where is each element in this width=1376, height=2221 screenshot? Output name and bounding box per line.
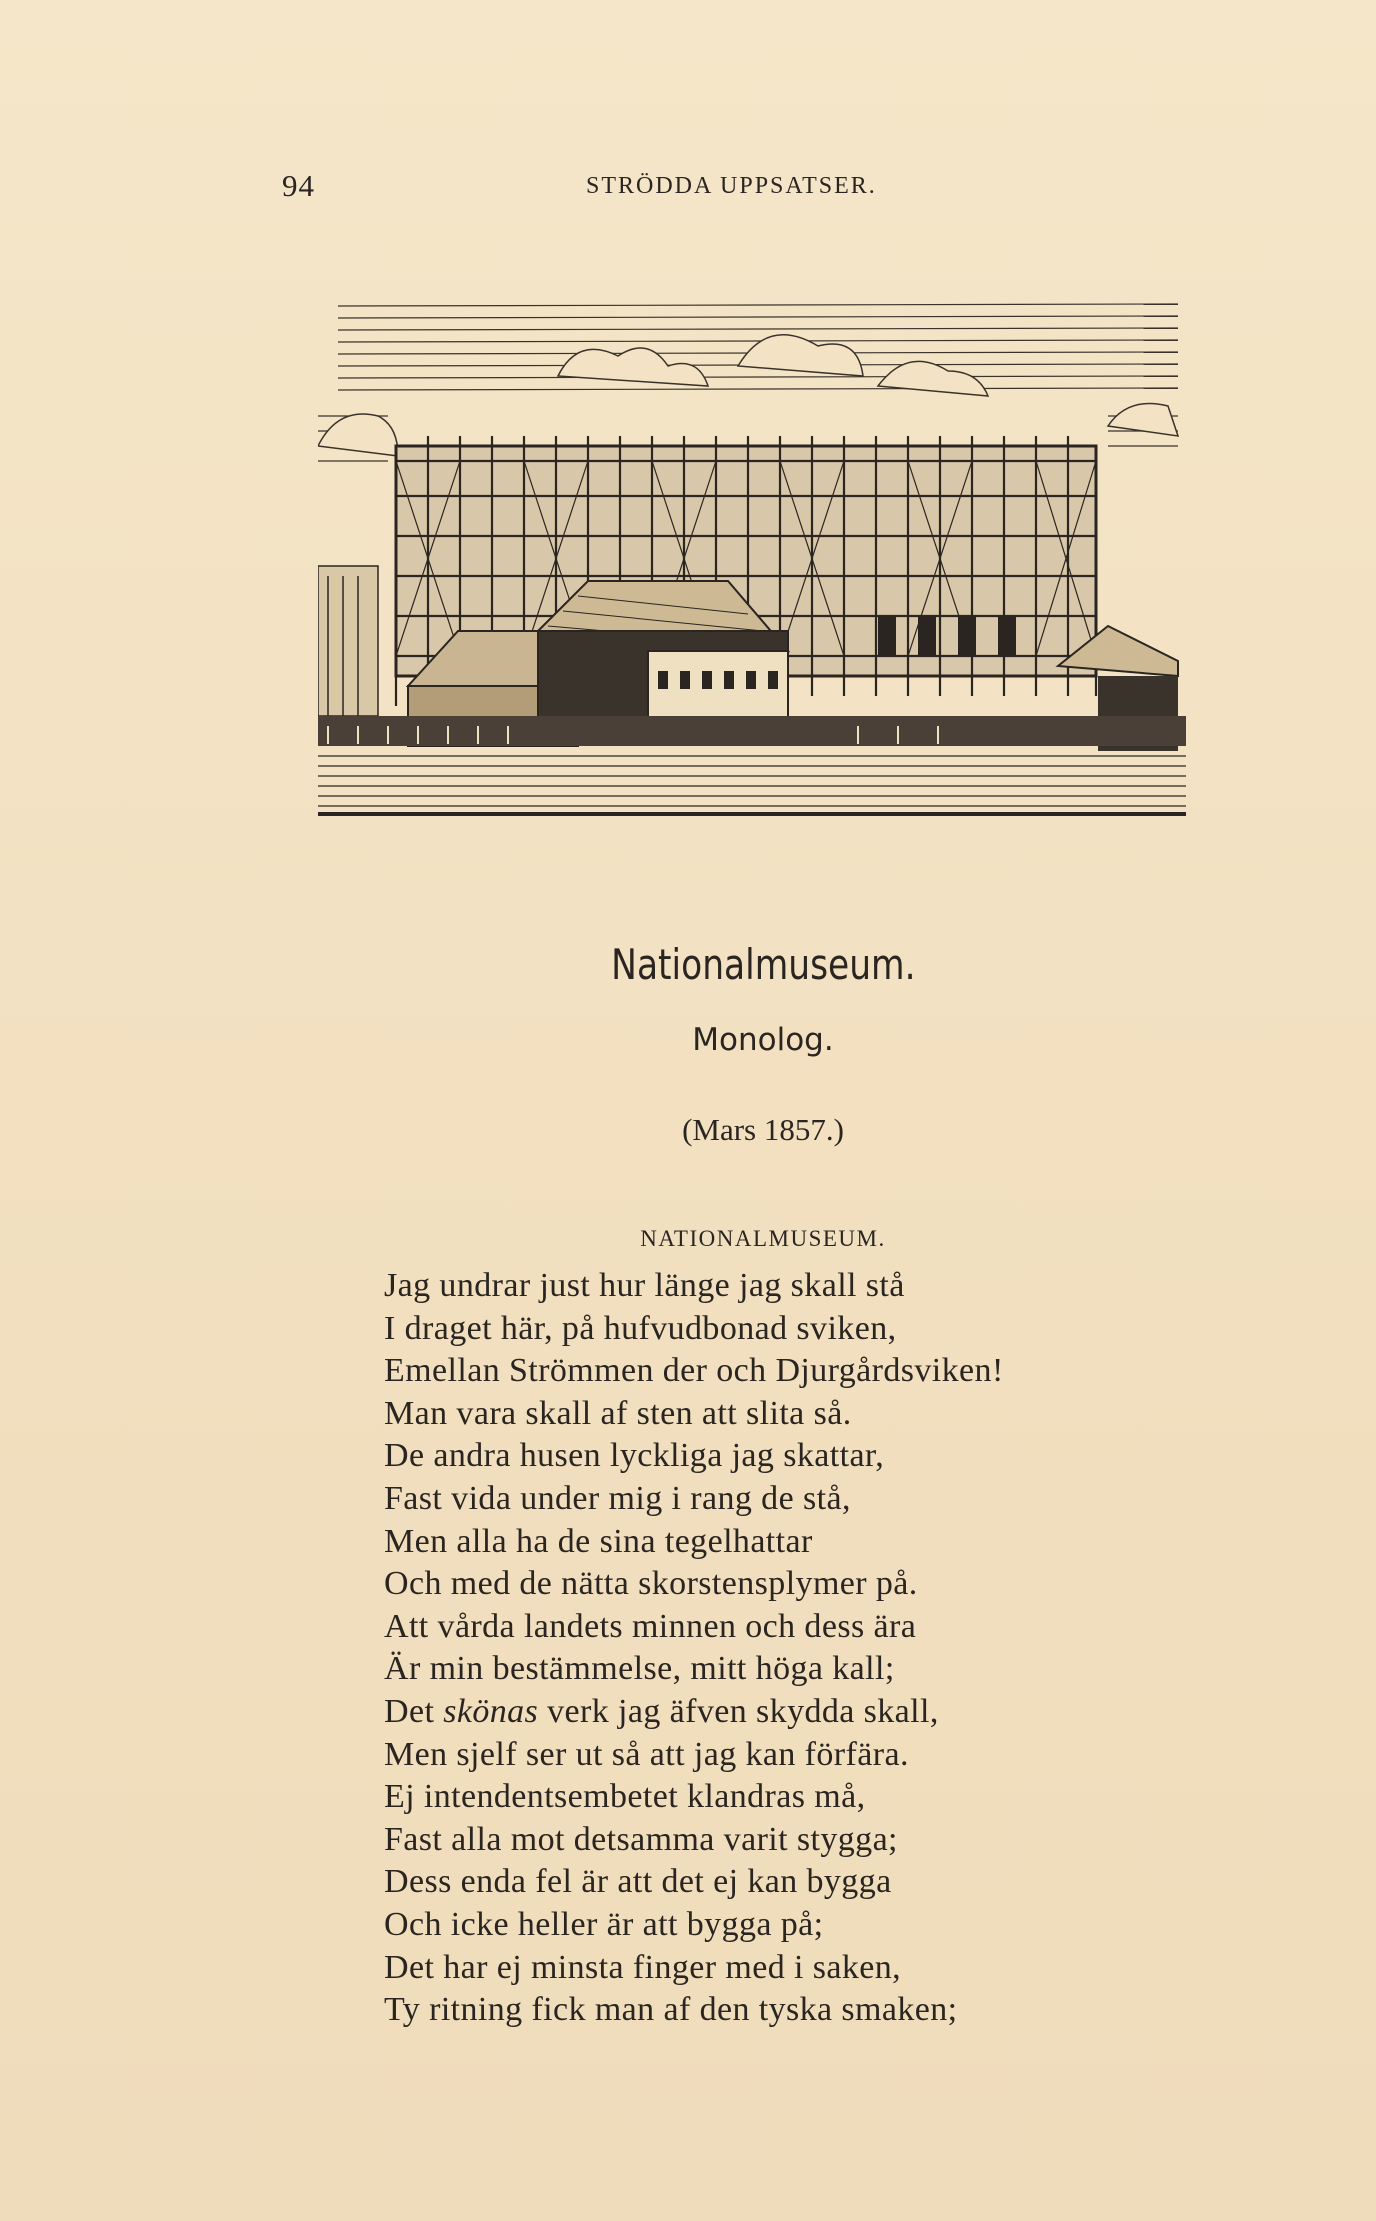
poem-line: Jag undrar just hur länge jag skall stå (384, 1267, 905, 1304)
poem-line: Är min bestämmelse, mitt höga kall; (384, 1650, 895, 1688)
poem-line: Dess enda fel är att det ej kan bygga (384, 1863, 892, 1901)
poem-line: Ej intendentsembetet klandras må, (384, 1778, 866, 1816)
page-number: 94 (282, 168, 315, 203)
poem-line: Men sjelf ser ut så att jag kan förfära. (384, 1735, 909, 1773)
poem-subtitle: Monolog. (692, 1022, 834, 1058)
poem-line: Men alla ha de sina tegelhattar (384, 1522, 813, 1560)
poem-line-italic: Det skönas verk jag äfven skydda skall, (384, 1692, 939, 1730)
poem-line: Man vara skall af sten att slita så. (384, 1394, 852, 1432)
poem-line: De andra husen lyckliga jag skattar, (384, 1437, 885, 1475)
running-head (0, 168, 1376, 208)
poem-line: Och med de nätta skorstensplymer på. (384, 1565, 918, 1603)
poem-line: I draget här, på hufvudbonad sviken, (384, 1309, 897, 1347)
poem-text (384, 1265, 1204, 2032)
poem-line: Det har ej minsta finger med i saken, (384, 1948, 902, 1986)
poem-line: Att vårda landets minnen och dess ära (384, 1607, 917, 1645)
italic-word: skönas (443, 1692, 539, 1730)
poem-title: Nationalmuseum. (611, 940, 916, 989)
poem-line: Och icke heller är att bygga på; (384, 1905, 824, 1943)
engraving-illustration (318, 296, 1186, 818)
poem-line: Fast alla mot detsamma varit stygga; (384, 1820, 898, 1858)
speaker-label: NATIONALMUSEUM. (640, 1226, 886, 1251)
poem-date: (Mars 1857.) (682, 1112, 844, 1147)
poem-line: Emellan Strömmen der och Djurgårdsviken! (384, 1352, 1004, 1390)
running-title: STRÖDDA UPPSATSER. (586, 173, 877, 199)
poem-line: Ty ritning fick man af den tyska smaken; (384, 1991, 958, 2029)
poem-line: Fast vida under mig i rang de stå, (384, 1479, 851, 1517)
